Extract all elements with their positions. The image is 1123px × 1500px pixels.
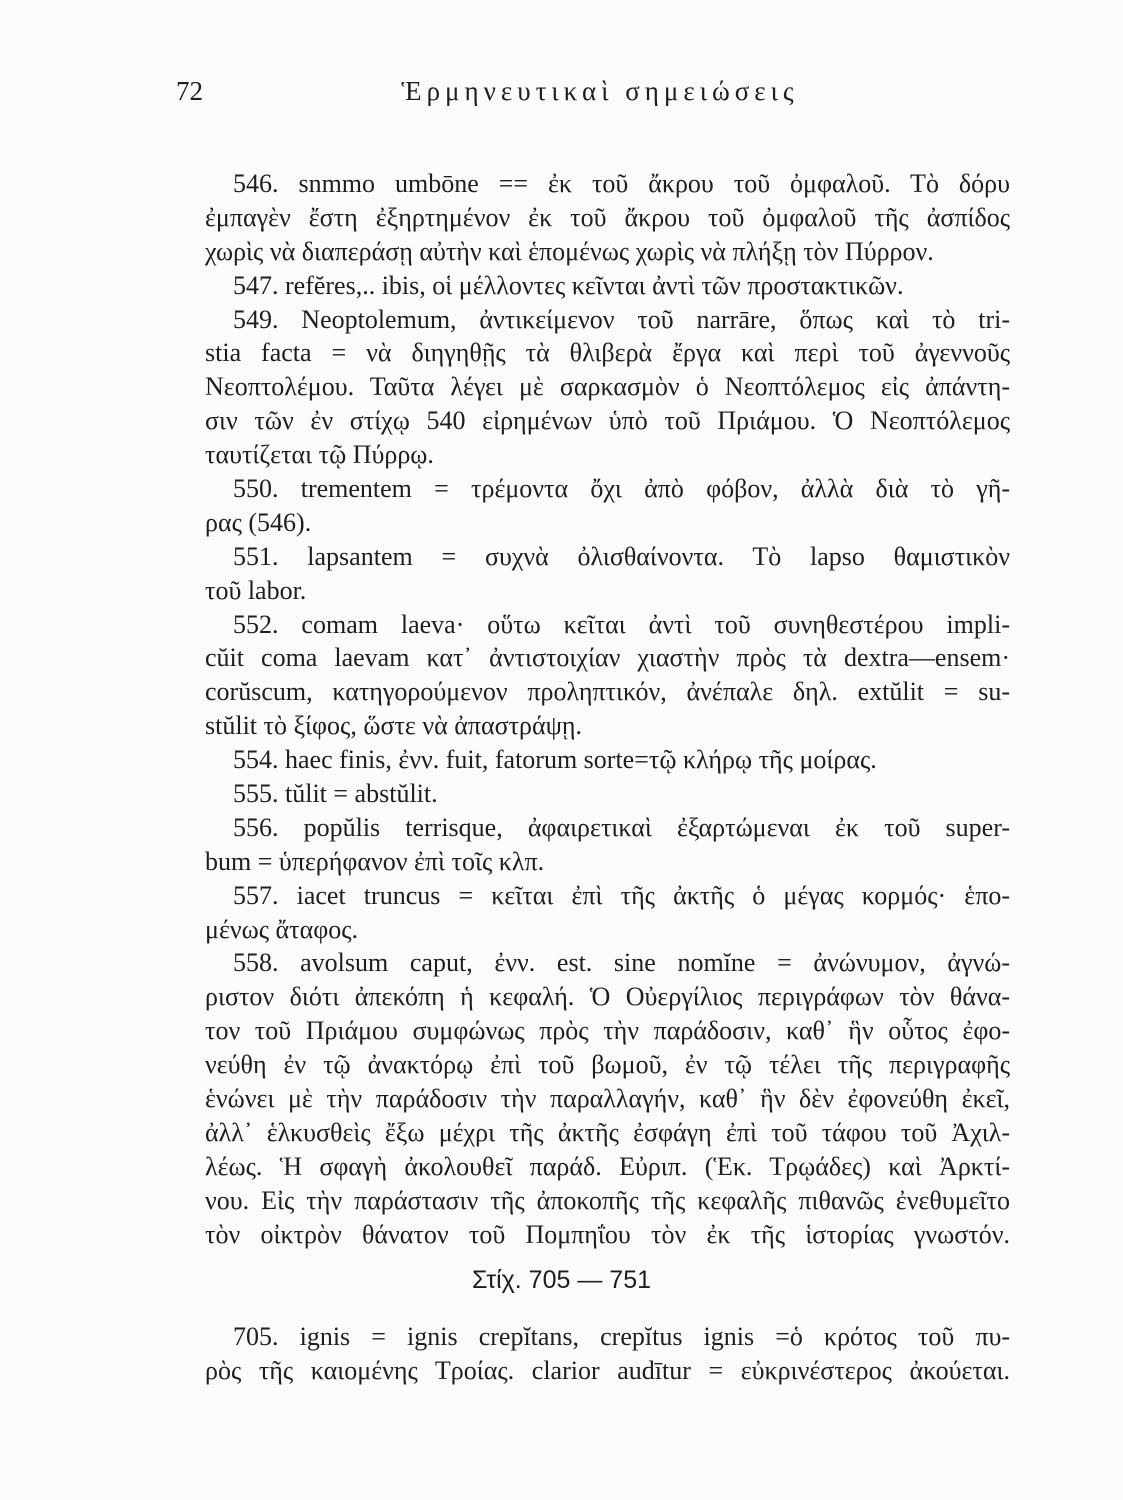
text-line [205, 404, 1010, 438]
text-line-content: stŭlit τὸ ξίφος, ὥστε νὰ ἀπαστράψῃ. [205, 711, 583, 741]
text-line-content: τοῦ labor. [205, 575, 307, 605]
commentary-paragraph [205, 167, 1010, 269]
text-line-content: 549. Neoptolemum, ἀντικείμενον τοῦ narrāre, ὅπως καὶ τὸ tri- [233, 304, 1010, 334]
text-line-content: λέως. Ἡ σφαγὴ ἀκολουθεῖ παράδ. Εὐριπ. (Ἑκ. Τρῳάδες) καὶ Ἀρκτί- [205, 1151, 1010, 1181]
text-line-content: ἀλλ᾽ ἑλκυσθεὶς ἔξω μέχρι τῆς ἀκτῆς ἐσφάγη ἐπὶ τοῦ τάφου τοῦ Ἀχιλ- [205, 1117, 1010, 1147]
text-line [205, 1116, 1010, 1150]
commentary-paragraph [205, 608, 1010, 744]
text-line [205, 438, 1010, 472]
text-line [205, 1082, 1010, 1116]
text-line [205, 608, 1010, 642]
commentary-paragraph [205, 1320, 1010, 1388]
text-line-content: νεύθη ἐν τῷ ἀνακτόρῳ ἐπὶ τοῦ βωμοῦ, ἐν τῷ τέλει τῆς περιγραφῆς [205, 1050, 1010, 1080]
text-line-content: 551. lapsantem = συχνὰ ὀλισθαίνοντα. Τὸ lapso θαμιστικὸν [233, 541, 1010, 571]
text-line [205, 913, 1010, 947]
text-line [205, 946, 1010, 980]
text-line [205, 675, 1010, 709]
text-line [205, 709, 1010, 743]
text-line-content: corŭscum, κατηγορούμενον προληπτικόν, ἀνέπαλε δηλ. extŭlit = su- [205, 677, 1010, 707]
page-number: 72 [176, 76, 203, 106]
text-line [205, 743, 1010, 777]
text-line-content: 552. comam laeva· οὕτω κεῖται ἀντὶ τοῦ συνηθεστέρου impli- [233, 609, 1010, 639]
text-line-content: ριστον διότι ἀπεκόπη ἡ κεφαλή. Ὁ Οὐεργίλιος περιγράφων τὸν θάνα- [205, 982, 1010, 1012]
commentary-body [205, 167, 1010, 1252]
text-line [205, 540, 1010, 574]
text-line [205, 574, 1010, 608]
text-line [205, 1150, 1010, 1184]
commentary-paragraph [205, 879, 1010, 947]
text-line-content: σιν τῶν ἐν στίχῳ 540 εἰρημένων ὑπὸ τοῦ Πριάμου. Ὁ Νεοπτόλεμος [205, 406, 1010, 436]
text-line [205, 1218, 1010, 1252]
text-line-content: bum = ὑπερήφανον ἐπὶ τοῖς κλπ. [205, 846, 545, 876]
commentary-paragraph [205, 946, 1010, 1251]
text-line [205, 1048, 1010, 1082]
text-line-content: 547. refĕres,.. ibis, οἱ μέλλοντες κεῖνται ἀντὶ τῶν προστακτικῶν. [233, 270, 904, 300]
text-line-content: 550. trementem = τρέμοντα ὄχι ἀπὸ φόβον, ἀλλὰ διὰ τὸ γῆ- [233, 474, 1010, 504]
text-line [205, 303, 1010, 337]
text-line-content: ταυτίζεται τῷ Πύρρῳ. [205, 440, 434, 470]
text-line [205, 1184, 1010, 1218]
text-line-content: νου. Εἰς τὴν παράστασιν τῆς ἀποκοπῆς τῆς κεφαλῆς πιθανῶς ἐνεθυμεῖτο [205, 1185, 1010, 1215]
text-line [205, 235, 1010, 269]
text-line [205, 1014, 1010, 1048]
text-line-content: Νεοπτολέμου. Ταῦτα λέγει μὲ σαρκασμὸν ὁ Νεοπτόλεμος εἰς ἀπάντη- [205, 372, 1010, 402]
text-line [205, 641, 1010, 675]
text-line [205, 1354, 1010, 1388]
text-line-content: ἐμπαγὲν ἔστη ἐξηρτημένον ἐκ τοῦ ἄκρου τοῦ ὀμφαλοῦ τῆς ἀσπίδος [205, 202, 1010, 232]
text-line [205, 370, 1010, 404]
text-line [205, 201, 1010, 235]
text-line-content: τὸν οἰκτρὸν θάνατον τοῦ Πομπηΐου τὸν ἐκ τῆς ἱστορίας γνωστόν. [205, 1219, 1010, 1249]
text-line [205, 811, 1010, 845]
commentary-paragraph [205, 743, 1010, 777]
text-line-content: 555. tŭlit = abstŭlit. [233, 779, 438, 809]
text-line-content: ρας (546). [205, 507, 312, 537]
commentary-paragraph [205, 472, 1010, 540]
text-line-content: 705. ignis = ignis crepĭtans, crepĭtus ignis =ὁ κρότος τοῦ πυ- [233, 1322, 1010, 1351]
running-header-title: Ἑρμηνευτικαὶ σημειώσεις [401, 76, 799, 106]
text-line [205, 879, 1010, 913]
text-line-content: cŭit coma laevam κατ᾽ ἀντιστοιχίαν χιαστὴν πρὸς τὰ dextra—ensem· [205, 643, 1010, 673]
text-line-content: stia facta = νὰ διηγηθῇς τὰ θλιβερὰ ἔργα καὶ περὶ τοῦ ἀγεννοῦς [205, 338, 1010, 368]
text-line [205, 506, 1010, 540]
text-line-content: 557. iacet truncus = κεῖται ἐπὶ τῆς ἀκτῆς ὁ μέγας κορμός· ἑπο- [233, 880, 1010, 910]
text-line-content: 546. snmmo umbōne == ἐκ τοῦ ἄκρου τοῦ ὀμφαλοῦ. Τὸ δόρυ [233, 169, 1010, 198]
text-line [205, 167, 1010, 201]
commentary-paragraph [205, 777, 1010, 811]
text-line [205, 472, 1010, 506]
commentary-paragraph [205, 811, 1010, 879]
text-line [205, 336, 1010, 370]
text-line-content: 556. popŭlis terrisque, ἀφαιρετικαὶ ἐξαρτώμεναι ἐκ τοῦ super- [233, 812, 1010, 842]
text-line-content: τον τοῦ Πριάμου συμφώνως πρὸς τὴν παράδοσιν, καθ᾽ ἣν οὗτος ἐφο- [205, 1016, 1010, 1046]
text-line-content: μένως ἄταφος. [205, 914, 359, 944]
commentary-paragraph [205, 269, 1010, 303]
section-heading: Στίχ. 705 — 751 [471, 1266, 652, 1294]
commentary-paragraph [205, 303, 1010, 472]
text-line-content: ρὸς τῆς καιομένης Τροίας. clarior audītur = εὐκρινέστερος ἀκούεται. [205, 1355, 1010, 1385]
text-line-content: 558. avolsum caput, ἐνν. est. sine nomĭne = ἀνώνυμον, ἀγνώ- [233, 948, 1010, 978]
text-line-content: χωρὶς νὰ διαπεράσῃ αὐτὴν καὶ ἑπομένως χωρὶς νὰ πλήξῃ τὸν Πύρρον. [205, 236, 934, 266]
text-line-content: 554. haec finis, ἐνν. fuit, fatorum sorte=τῷ κλήρῳ τῆς μοίρας. [233, 745, 877, 775]
text-line [205, 777, 1010, 811]
text-line [205, 1320, 1010, 1354]
text-line [205, 269, 1010, 303]
text-line [205, 980, 1010, 1014]
text-line-content: ἑνώνει μὲ τὴν παράδοσιν τὴν παραλλαγήν, καθ᾽ ἣν δὲν ἐφονεύθη ἐκεῖ, [205, 1084, 1010, 1114]
commentary-body-continued [205, 1320, 1010, 1388]
text-line [205, 845, 1010, 879]
commentary-paragraph [205, 540, 1010, 608]
